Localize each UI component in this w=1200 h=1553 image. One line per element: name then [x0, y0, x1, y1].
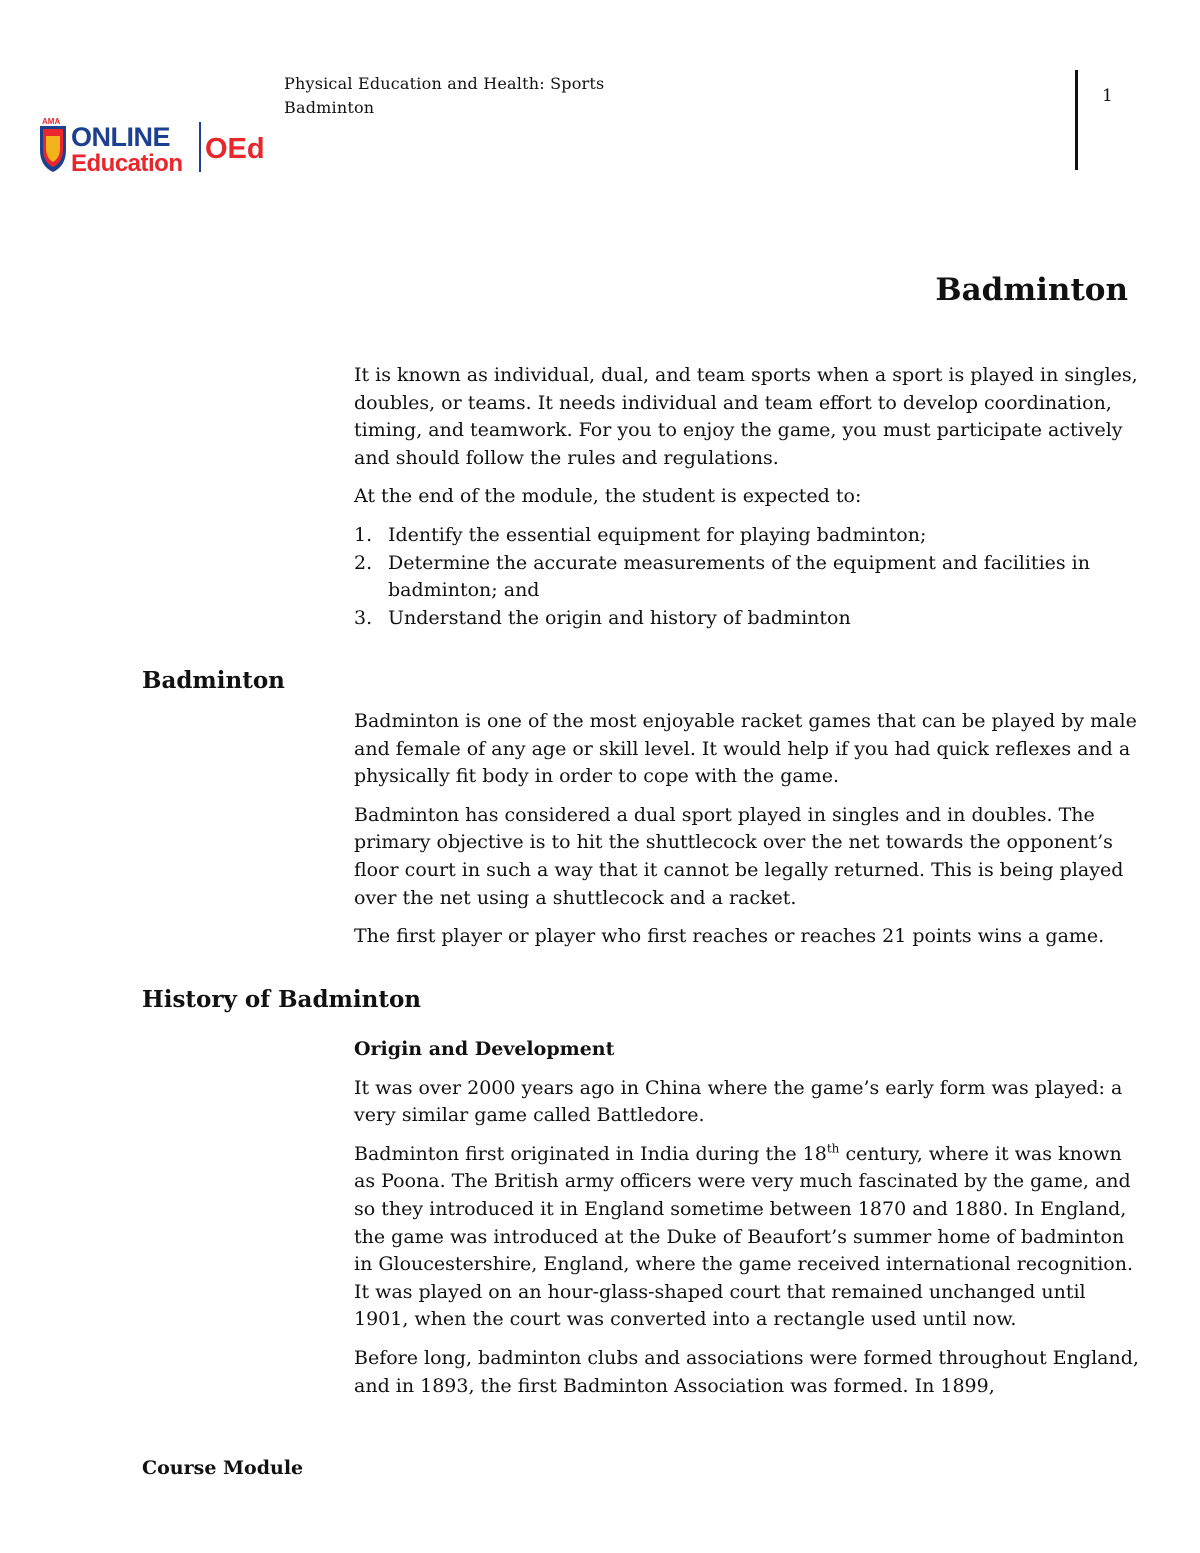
section-paragraph: The first player or player who first reaches or reaches 21 points wins a game.	[354, 925, 1105, 948]
intro-block	[354, 362, 1144, 632]
section-paragraph: Badminton has considered a dual sport played in singles and in doubles. The primary objective is to hit the shuttlecock over the net towards the opponent’s floor court in such a way that it cannot be legally returned. This is being played over the net using a shuttlecock and a racket.	[354, 803, 1124, 909]
list-number: 3.	[354, 606, 373, 629]
section-paragraph: It was over 2000 years ago in China where the game’s early form was played: a very similar game called Battledore.	[354, 1076, 1123, 1127]
list-text: Understand the origin and history of badminton	[388, 606, 851, 629]
objectives-list	[354, 522, 1144, 632]
section-paragraph: Badminton is one of the most enjoyable racket games that can be played by male and female of any age or skill level. It would help if you had quick reflexes and a physically fit body in order to cope with the game.	[354, 710, 1137, 788]
section-paragraph	[354, 1141, 1144, 1334]
section-paragraph: Before long, badminton clubs and associations were formed throughout England, and in 1893, the first Badminton Association was formed. In 1899,	[354, 1346, 1139, 1397]
subheading-origin: Origin and Development	[354, 1038, 615, 1060]
logo-word-online: ONLINE	[71, 122, 171, 152]
section-heading-history: History of Badminton	[142, 986, 422, 1013]
header-topic: Badminton	[284, 98, 375, 117]
list-number: 2.	[354, 551, 373, 574]
list-item	[354, 605, 1144, 633]
list-text: Determine the accurate measurements of the equipment and facilities in badminton; and	[388, 551, 1090, 602]
section-history-body	[354, 1036, 1144, 1400]
list-item	[354, 522, 1144, 550]
logo-word-oed: OEd	[205, 133, 265, 165]
page-title: Badminton	[935, 272, 1128, 308]
paragraph-text: Badminton first originated in India during the 18	[354, 1142, 827, 1165]
intro-paragraph: It is known as individual, dual, and team sports when a sport is played in singles, doubles, or teams. It needs individual and team effort to develop coordination, timing, and teamwork. For you to enjoy the game, you must participate actively and should follow the rules and regulations.	[354, 364, 1138, 469]
section-heading-badminton: Badminton	[142, 667, 285, 694]
header-course-title: Physical Education and Health: Sports	[284, 74, 605, 93]
list-item	[354, 550, 1144, 605]
logo-badge-text: AMA	[42, 117, 61, 126]
header-vertical-rule	[1075, 70, 1078, 170]
footer-label: Course Module	[142, 1457, 304, 1479]
objectives-lead: At the end of the module, the student is expected to:	[354, 485, 862, 508]
superscript: th	[826, 1141, 840, 1156]
paragraph-text: century, where it was known as Poona. The British army officers were very much fascinated by the game, and so they introduced it in England sometime between 1870 and 1880. In England, the game was introduced at the Duke of Beaufort’s summer home of badminton in Gloucestershire, England, where the game received international recognition. It was played on an hour-glass-shaped court that remained unchanged until 1901, when the court was converted into a rectangle used until now.	[354, 1142, 1134, 1331]
list-text: Identify the essential equipment for playing badminton;	[388, 523, 927, 546]
section-badminton-body	[354, 708, 1144, 951]
online-education-logo	[38, 116, 270, 176]
list-number: 1.	[354, 523, 373, 546]
page-number: 1	[1102, 86, 1113, 106]
logo-word-education: Education	[71, 150, 183, 176]
